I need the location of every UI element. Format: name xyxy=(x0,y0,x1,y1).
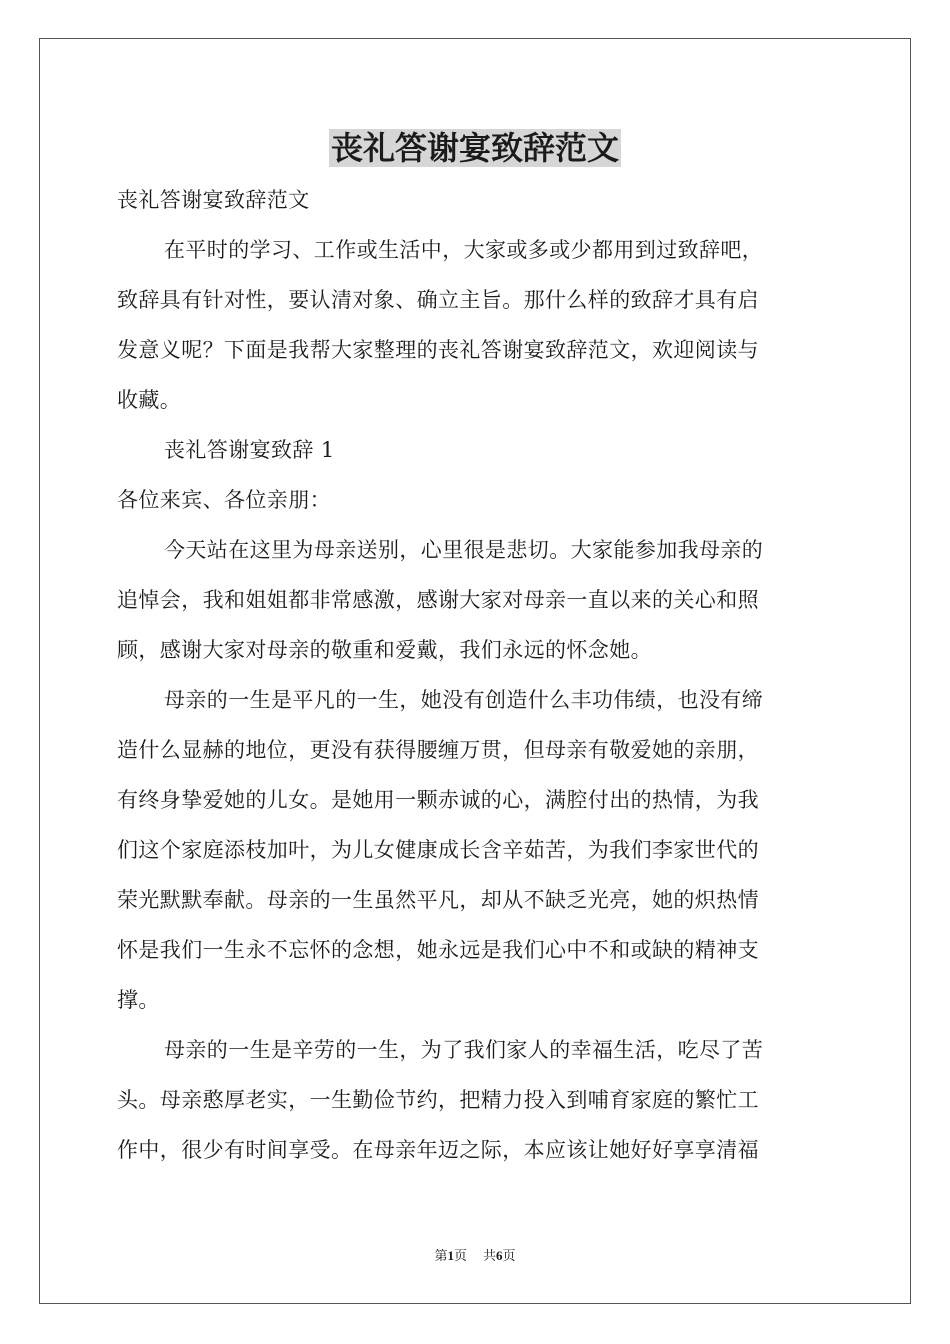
footer-total-suffix: 页 xyxy=(502,1248,516,1263)
body-line: 撑。 xyxy=(117,988,160,1012)
body-line: 发意义呢？下面是我帮大家整理的丧礼答谢宴致辞范文，欢迎阅读与 xyxy=(117,338,759,362)
body-line: 们这个家庭添枝加叶，为儿女健康成长含辛茹苦，为我们李家世代的 xyxy=(117,838,759,862)
body-line: 各位来宾、各位亲朋： xyxy=(117,488,331,512)
body-line: 作中，很少有时间享受。在母亲年迈之际，本应该让她好好享享清福 xyxy=(117,1138,759,1162)
body-line: 追悼会，我和姐姐都非常感激，感谢大家对母亲一直以来的关心和照 xyxy=(117,588,759,612)
footer-page-prefix: 第 xyxy=(434,1248,448,1263)
body-line: 致辞具有针对性，要认清对象、确立主旨。那什么样的致辞才具有启 xyxy=(117,288,759,312)
body-line: 在平时的学习、工作或生活中，大家或多或少都用到过致辞吧， xyxy=(164,238,764,262)
body-line: 有终身挚爱她的儿女。是她用一颗赤诚的心，满腔付出的热情，为我 xyxy=(117,788,759,812)
body-line: 荣光默默奉献。母亲的一生虽然平凡，却从不缺乏光亮，她的炽热情 xyxy=(117,888,759,912)
document-title-text: 丧礼答谢宴致辞范文 xyxy=(330,129,619,167)
body-line: 怀是我们一生永不忘怀的念想，她永远是我们心中不和或缺的精神支 xyxy=(117,938,759,962)
page-footer xyxy=(0,1247,950,1265)
footer-total-prefix: 共 xyxy=(483,1248,497,1263)
document-body xyxy=(117,175,833,1175)
body-line: 造什么显赫的地位，更没有获得腰缠万贯，但母亲有敬爱她的亲朋， xyxy=(117,738,759,762)
document-title xyxy=(0,126,950,170)
body-line: 母亲的一生是辛劳的一生，为了我们家人的幸福生活，吃尽了苦 xyxy=(164,1038,764,1062)
footer-page-suffix: 页 xyxy=(453,1248,467,1263)
body-line: 顾，感谢大家对母亲的敬重和爱戴，我们永远的怀念她。 xyxy=(117,638,652,662)
footer-page-number: 1 xyxy=(447,1248,454,1263)
body-line: 头。母亲憨厚老实，一生勤俭节约，把精力投入到哺育家庭的繁忙工 xyxy=(117,1088,759,1112)
body-line: 丧礼答谢宴致辞 1 xyxy=(164,438,335,462)
body-line: 收藏。 xyxy=(117,388,182,412)
footer-total-pages: 6 xyxy=(496,1248,503,1263)
body-line: 母亲的一生是平凡的一生，她没有创造什么丰功伟绩，也没有缔 xyxy=(164,688,764,712)
body-line: 今天站在这里为母亲送别，心里很是悲切。大家能参加我母亲的 xyxy=(164,538,764,562)
body-line: 丧礼答谢宴致辞范文 xyxy=(117,188,310,212)
